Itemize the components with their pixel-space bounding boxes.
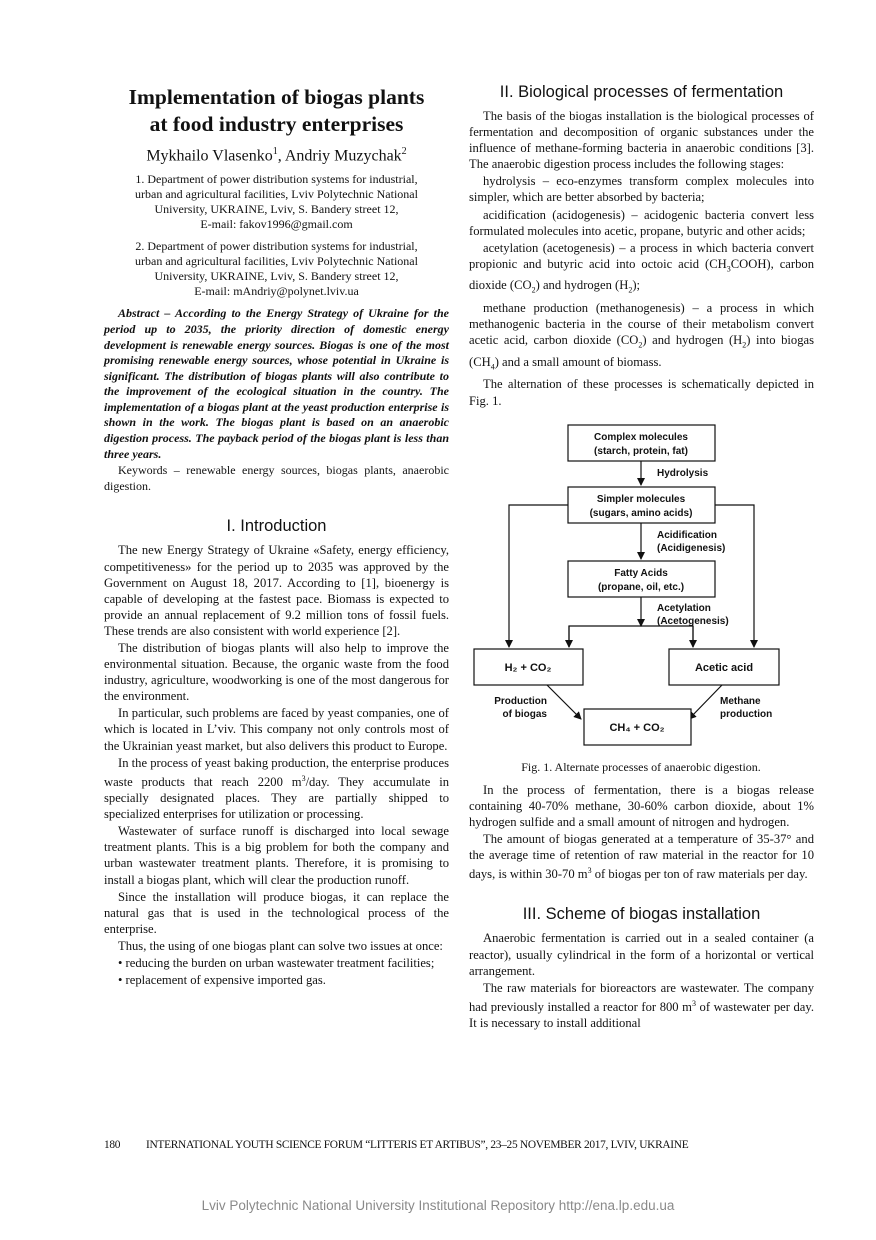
label-methane-production-line2: production [720, 708, 773, 720]
paragraph: Wastewater of surface runoff is discharged into local sewage treatment plants. This is a big problem for both the company and urban wastewater treatment plants. Therefore, it is promising to install a biogas plant, which will clear the production runoff. [104, 824, 449, 887]
page-number: 180 [104, 1139, 121, 1151]
subscript: 2 [531, 285, 536, 295]
subscript: 2 [742, 340, 747, 350]
text: methane production (methanogenesis) – a process in which methanogenic bacteria in the course of their metabolism convert acetic acid, carbon dioxide (CO [469, 301, 814, 348]
right-column [469, 84, 814, 1032]
affiliation-2-line: 2. Department of power distribution systems for industrial, [135, 239, 418, 254]
figure-1-diagram [469, 421, 814, 776]
paragraph: Anaerobic fermentation is carried out in a sealed container (a reactor), usually cylindrical in the form of a horizontal or vertical arrangement. [469, 931, 814, 978]
section-heading-biological: II. Biological processes of fermentation [499, 83, 784, 101]
box-complex-molecules-line2: (starch, protein, fat) [594, 445, 688, 457]
paragraph: Thus, the using of one biogas plant can solve two issues at once: [118, 938, 443, 953]
label-acetylation-line1: Acetylation [657, 602, 711, 614]
section-heading-introduction: I. Introduction [226, 517, 327, 536]
author-2-sup: 2 [401, 146, 407, 157]
label-hydrolysis: Hydrolysis [657, 467, 709, 479]
affiliation-1-line: 1. Department of power distribution systems for industrial, [135, 172, 418, 187]
superscript: 3 [691, 998, 696, 1008]
affiliation-2-line: urban and agricultural facilities, Lviv Polytechnic National [135, 254, 418, 269]
label-acidification-line1: Acidification [657, 529, 718, 541]
box-complex-molecules-line1: Complex molecules [594, 431, 688, 443]
paragraph: The alternation of these processes is schematically depicted in Fig. 1. [469, 377, 814, 408]
subscript: 2 [628, 285, 633, 295]
paragraph [469, 300, 814, 375]
section-heading-scheme: III. Scheme of biogas installation [522, 905, 761, 924]
paragraph: The distribution of biogas plants will also help to improve the environmental situation. Because, the organic waste from the food industry, agriculture, woodworking is one of the most dangerous for the environment. [104, 641, 449, 704]
paragraph: Since the installation will produce biogas, it can replace the natural gas that is used in the technological process of the enterprise. [104, 889, 449, 936]
text: In the process of yeast baking production, the enterprise produces waste products that reach 2200 m [104, 755, 449, 789]
label-production-of-biogas-line2: of biogas [502, 708, 547, 720]
title-line-1: Implementation of biogas plants [128, 85, 425, 109]
affiliation-2 [104, 239, 449, 299]
box-ch4-co2: CH₄ + CO₂ [609, 721, 665, 734]
paragraph: In particular, such problems are faced by yeast companies, one of which is located in L’viv. This company not only controls most of the Ukrainian yeast market, but also delivers this product to Europe. [104, 706, 449, 753]
text: ) and hydrogen (H [642, 333, 743, 348]
label-acidification-line2: (Acidigenesis) [657, 542, 726, 554]
paragraph: In the process of fermentation, there is a biogas release containing 40-70% methane, 30-60% carbon dioxide, about 1% hydrogen sulfide and a small amount of nitrogen and hydrogen. [469, 782, 814, 829]
affiliation-1-line: University, UKRAINE, Lviv, S. Bandery street 12, [154, 202, 399, 217]
box-simpler-molecules-line2: (sugars, amino acids) [589, 507, 693, 519]
text: ) and hydrogen (H [535, 278, 629, 293]
box-h2-co2: H₂ + CO₂ [504, 661, 552, 674]
author-separator: , [277, 147, 285, 165]
text: of wastewater per day. It is necessary to install additional [469, 999, 814, 1031]
authors [104, 142, 449, 166]
author-1-sup: 1 [272, 146, 278, 157]
author-1: Mykhailo Vlasenko [146, 147, 273, 165]
text: ) into biogas (CH [469, 333, 814, 369]
paragraph: acidification (acidogenesis) – acidogenic bacteria convert less formulated molecules into acetic, propane, butyric and other acids; [469, 207, 814, 238]
paragraph [469, 980, 814, 1031]
text: of biogas per ton of raw materials per day. [591, 867, 808, 882]
superscript: 3 [301, 773, 306, 783]
box-fatty-acids-line2: (propane, oil, etc.) [597, 581, 685, 593]
affiliation-2-line: University, UKRAINE, Lviv, S. Bandery street 12, [154, 269, 399, 284]
affiliation-1-email: E-mail: fakov1996@gmail.com [200, 217, 353, 232]
text: ) and a small amount of biomass. [494, 354, 662, 369]
text: acetylation (acetogenesis) – a process in which bacteria convert propionic and butyric acid into octoic acid (CH [469, 240, 814, 271]
paragraph: hydrolysis – eco-enzymes transform complex molecules into simpler, which are better absorbed by bacteria; [469, 174, 814, 205]
bullet-item: • reducing the burden on urban wastewater treatment facilities; [118, 955, 435, 970]
title-line-2: at food industry enterprises [149, 112, 404, 136]
subscript: 3 [726, 264, 731, 274]
text: The amount of biogas generated at a temperature of 35-37° and the average time of retention of raw material in the reactor for 10 days, is within 30-70 m [469, 831, 814, 882]
conference-name: INTERNATIONAL YOUTH SCIENCE FORUM “LITTERIS ET ARTIBUS”, 23–25 NOVEMBER 2017, LVIV, UKRAINE [146, 1139, 689, 1151]
box-fatty-acids-line1: Fatty Acids [614, 567, 668, 579]
label-acetylation-line2: (Acetogenesis) [657, 615, 729, 627]
box-simpler-molecules-line1: Simpler molecules [596, 493, 686, 505]
box-acetic-acid: Acetic acid [694, 661, 754, 674]
figure-caption: Fig. 1. Alternate processes of anaerobic digestion. [521, 759, 761, 774]
subscript: 2 [638, 340, 643, 350]
text: /day. They accumulate in specially designated places. They are partially shipped to specialized enterprises for utilization or processing. [104, 774, 449, 822]
page-footer [104, 1139, 688, 1151]
paragraph [469, 831, 814, 882]
paper-title [104, 84, 449, 138]
superscript: 3 [587, 866, 592, 876]
paragraph [469, 240, 814, 299]
left-column [104, 84, 449, 989]
text: ); [632, 278, 641, 293]
affiliation-1 [104, 172, 449, 232]
text: COOH), carbon dioxide (CO [469, 256, 814, 293]
bullet-item: • replacement of expensive imported gas. [118, 973, 326, 988]
label-production-of-biogas-line1: Production [494, 695, 547, 707]
paragraph: The new Energy Strategy of Ukraine «Safety, energy efficiency, competitiveness» for the period up to 2035 was approved by the Government on August 18, 2017. According to [1], bioenergy is capable of developing at the fastest pace. Biomass is expected to provide an annual replacement of 9.2 million tons of fossil fuels. These trends are also consistent with world experience [2]. [104, 543, 449, 638]
paragraph [104, 755, 449, 823]
label-methane-production-line1: Methane [720, 695, 761, 707]
text: The raw materials for bioreactors are wastewater. The company had previously installed a reactor for 800 m [469, 980, 814, 1014]
subscript: 4 [490, 362, 495, 372]
affiliation-2-email: E-mail: mAndriy@polynet.lviv.ua [194, 284, 359, 299]
author-2: Andriy Muzychak [284, 147, 402, 165]
paragraph: The basis of the biogas installation is the biological processes of fermentation and decomposition of organic substances under the influence of methane-forming bacteria in anaerobic conditions [3]. The anaerobic digestion process includes the following stages: [469, 109, 814, 172]
affiliation-1-line: urban and agricultural facilities, Lviv Polytechnic National [135, 187, 418, 202]
abstract: Abstract – According to the Energy Strategy of Ukraine for the period up to 2035, the priority direction of domestic energy development is renewable energy sources. Biogas is one of the most promising renewable energy sources, whose potential in Ukraine is significant. The distribution of biogas plants will also contribute to the improvement of the ecological situation in the country. The implementation of a biogas plant at the yeast production enterprise is shown in the work. The biogas plant is based on an anaerobic digestion process. The payback period of the biogas plant is less than three years. [104, 306, 449, 461]
keywords: Keywords – renewable energy sources, biogas plants, anaerobic digestion. [104, 463, 449, 493]
repository-watermark: Lviv Polytechnic National University Institutional Repository http://ena.lp.edu.ua [201, 1198, 675, 1213]
